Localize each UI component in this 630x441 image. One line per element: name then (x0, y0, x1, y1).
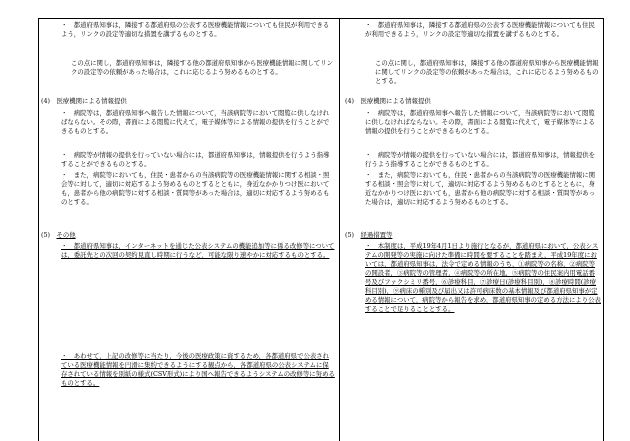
right-section5-title: 経過措置等 (360, 231, 393, 239)
left-section4-heading: (4) 医療機関による情報提供 (41, 97, 127, 105)
right-section4-heading: (4) 医療機関による情報提供 (345, 97, 431, 105)
right-section5-bullet1: ・ 本制度は，平成19年4月1日より施行となるが，都道府県において，公表システムの開発等の実施に向けた準備に時間を要することを踏まえ，平成19年度においては，都道府県知事は，法令で定める情報のうち，①病院等の名称，②病院等の開設者，③病院等の管理者，④病院等の所在地，⑤病院等の住民案内用電話番号及びファクシミリ番号，⑥診療科目，⑦診療日(診療科目別)，⑧診療時間(診療科目別)，⑨病床の種別及び届出又は許可病床数の基本情報及び都道府県知事が定める情報について，病院等から報告を求め，都道府県知事の定める方法により公表することで足りることとする。 (365, 242, 601, 313)
right-section5-number: (5) (345, 231, 355, 239)
left-intro-paragraph: この点に関し，都道府県知事は，隣接する他の都道府県知事から医療機能情報に関してリンクの設定等の依頼があった場合は，これに応じるよう努めるものとする。 (71, 59, 334, 76)
right-section4-bullet2: ・ 病院等が情報の提供を行っていない場合には，都道府県知事は，情報提供を行うよう指導することができるものとする。 (365, 151, 596, 168)
left-section5-bullet1: ・ 都道府県知事は，インターネットを通じた公表システムの機能追加等に係る改修等については，委託先との次回の契約見直し時期に行うなど，可能な限り速やかに対応するものとする。 (61, 242, 335, 259)
comparison-table (38, 18, 604, 441)
left-closing-bullet: ・ あわせて，上記の改修等に当たり，今後の医療政策に資するため，各都道府県で公表されている医療機能情報を円滑に集約できるようにする観点から，各都道府県の公表システムに保存されている情報を別紙の様式(CSV形式)により国へ報告できるようシステムの改修等に努めるものとする。 (61, 352, 335, 387)
column-divider (339, 19, 340, 441)
left-section4-bullet2: ・ 病院等が情報の提供を行っていない場合には，都道府県知事は，情報提供を行うよう指導することができるものとする。 (61, 151, 330, 168)
left-section5-title: その他 (56, 231, 76, 239)
left-section5-number: (5) (41, 231, 51, 239)
left-section4-bullet1: ・ 病院等は，都道府県知事へ報告した情報について，当該病院等において閲覧に供しなければならない。その際，書面による閲覧に代えて，電子媒体等による情報の提供を行うことができるものとする。 (61, 109, 330, 135)
right-section4-bullet1: ・ 病院等は，都道府県知事へ報告した情報について，当該病院等において閲覧に供しなければならない。その際，書面による閲覧に代えて，電子媒体等による情報の提供を行うことができるものとする。 (365, 109, 595, 135)
left-column (41, 19, 335, 441)
right-column (345, 19, 601, 441)
right-section4-bullet3: ・ また，病院等においても，住民・患者からの当該病院等の医療機能情報に関する相談・照会等に対して，適切に対応するよう努めるものとするとともに，身近なかかりつけ医においても，患者から他の病院等に対する相談・質問等があった場合は，適切に対応するよう努めるものとする。 (365, 171, 596, 206)
left-section5-heading (41, 231, 335, 240)
left-section4-bullet3: ・ また，病院等においても，住民・患者からの当該病院等の医療機能情報に関する相談・照会等に対して，適切に対応するよう努めるものとするとともに，身近なかかりつけ医においても，患者から他の病院等に対する相談・質問等があった場合は，適切に対応するよう努めるものとする。 (61, 171, 330, 206)
right-section5-heading (345, 231, 601, 240)
right-intro-bullet: ・ 都道府県知事は，隣接する都道府県の公表する医療機能情報についても住民が利用できるよう，リンクの設定等適切な措置を講ずるものとする。 (365, 21, 595, 38)
left-intro-bullet: ・ 都道府県知事は，隣接する都道府県の公表する医療機能情報についても住民が利用できるよう，リンクの設定等適切な措置を講ずるものとする。 (61, 21, 330, 38)
right-intro-paragraph: この点に関し，都道府県知事は，隣接する他の都道府県知事から医療機能情報に関してリンクの設定等の依頼があった場合は，これに応じるよう努めるものとする。 (375, 59, 599, 85)
